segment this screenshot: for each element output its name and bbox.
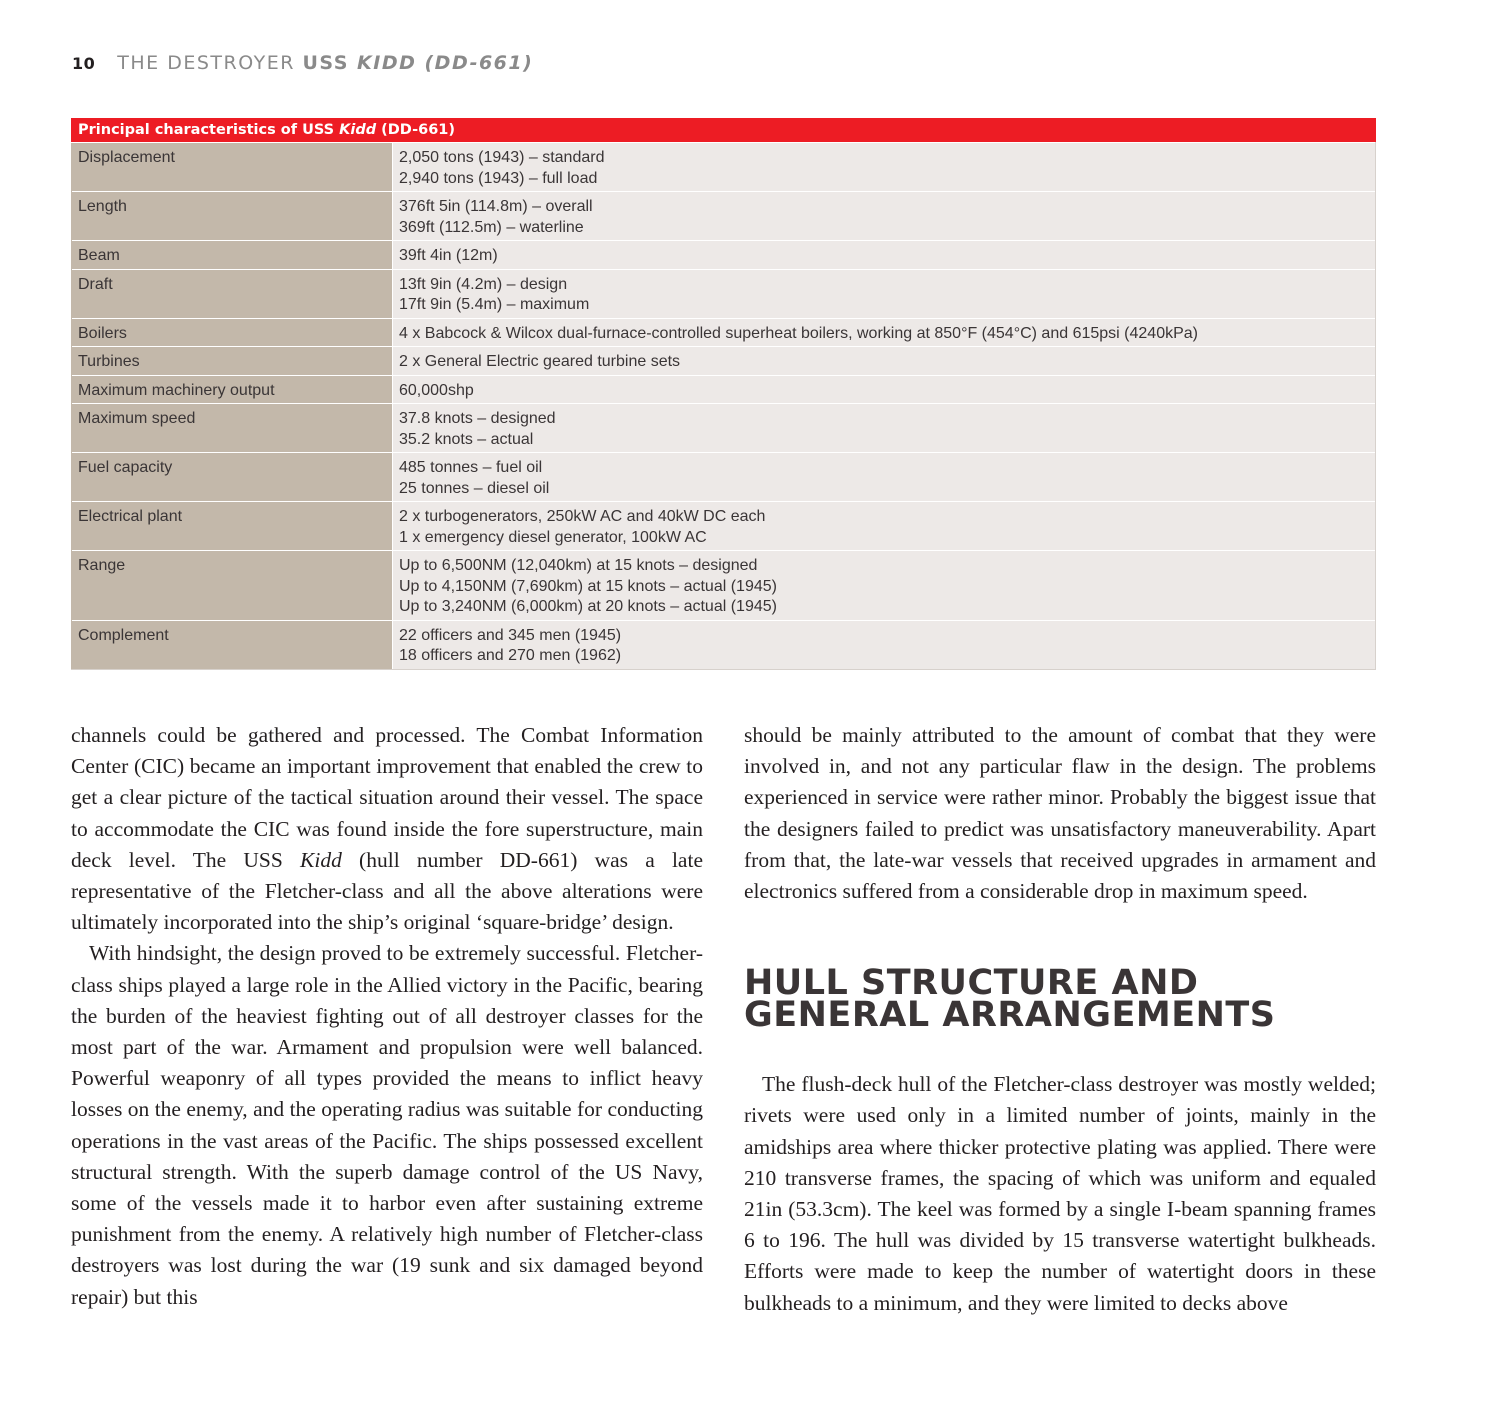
- row-label: Length: [72, 192, 393, 241]
- value-line: 60,000shp: [399, 381, 474, 399]
- paragraph-text: (hull number DD-661) was a late representative of the Fletcher-class and all the above alterations were ultimately incorporated into the ship’s original ‘square-bridge’ design.: [71, 847, 703, 935]
- row-label: Turbines: [72, 347, 393, 376]
- row-label: Fuel capacity: [72, 453, 393, 502]
- value-line: 376ft 5in (114.8m) – overall: [399, 198, 593, 215]
- body-paragraph: The flush-deck hull of the Fletcher-class destroyer was mostly welded; rivets were used only in a limited number of joints, mainly in the amidships area where thicker protective plating was applied. There were 210 transverse frames, the spacing of which was uniform and equaled 21in (53.3cm). The keel was formed by a single I-beam spanning frames 6 to 196. The hull was divided by 15 transverse watertight bulkheads. Efforts were made to keep the number of watertight doors in these bulkheads to a minimum, and they were limited to decks above: [744, 1072, 1376, 1315]
- row-label: Displacement: [72, 143, 393, 192]
- row-label: Boilers: [72, 318, 393, 347]
- characteristics-table: [71, 118, 1376, 670]
- row-label: Maximum machinery output: [72, 375, 393, 404]
- right-text-column: [744, 720, 1376, 1319]
- value-line: Up to 4,150NM (7,690km) at 15 knots – actual (1945): [399, 577, 777, 595]
- table-row: [72, 347, 1376, 376]
- row-label: Electrical plant: [72, 502, 393, 551]
- value-line: 22 officers and 345 men (1945): [399, 626, 622, 644]
- value-line: 18 officers and 270 men (1962): [399, 647, 622, 664]
- row-label: Maximum speed: [72, 404, 393, 453]
- value-line: 2,050 tons (1943) – standard: [399, 149, 605, 166]
- row-value: [393, 620, 1376, 669]
- body-paragraph: should be mainly attributed to the amount of combat that they were involved in, and not any particular flaw in the design. The problems experienced in service were rather minor. Probably the biggest issue that the designers failed to predict was unsatisfactory maneuverability. Apart from that, the late-war vessels that received upgrades in armament and electronics suffered from a considerable drop in maximum speed.: [744, 723, 1376, 904]
- row-label: Beam: [72, 241, 393, 270]
- body-paragraph: With hindsight, the design proved to be extremely successful. Fletcher-class ships played a large role in the Allied victory in the Pacific, bearing the burden of the heaviest fighting out of all destroyer classes for the most part of the war. Armament and propulsion were well balanced. Powerful weaponry of all types provided the means to inflict heavy losses on the enemy, and the operating radius was suitable for conducting operations in the vast areas of the Pacific. The ships possessed excellent structural strength. With the superb damage control of the US Navy, some of the vessels made it to harbor even after sustaining extreme punishment from the enemy. A relatively high number of Fletcher-class destroyers was lost during the war (19 sunk and six damaged beyond repair) but this: [71, 941, 703, 1309]
- row-value: [393, 192, 1376, 241]
- table-row: [72, 620, 1376, 669]
- table-caption-suffix: (DD-661): [376, 122, 456, 138]
- table-row: [72, 192, 1376, 241]
- value-line: 2,940 tons (1943) – full load: [399, 169, 598, 187]
- table-row: [72, 453, 1376, 502]
- running-head-title: THE DESTROYER: [117, 52, 303, 74]
- row-value: [393, 551, 1376, 621]
- body-paragraph: [71, 720, 703, 938]
- table-caption: [71, 118, 1376, 142]
- ship-name-italic: Kidd: [300, 847, 342, 872]
- row-label: Complement: [72, 620, 393, 669]
- left-text-column: [71, 720, 703, 1313]
- row-label: Draft: [72, 269, 393, 318]
- row-value: [393, 404, 1376, 453]
- value-line: 4 x Babcock & Wilcox dual-furnace-controlled superheat boilers, working at 850°F (454°C) and 615psi (4240kPa): [399, 324, 1198, 342]
- value-line: Up to 6,500NM (12,040km) at 15 knots – designed: [399, 557, 758, 574]
- row-label: Range: [72, 551, 393, 621]
- table-row: [72, 318, 1376, 347]
- value-line: 2 x General Electric geared turbine sets: [399, 353, 681, 370]
- row-value: [393, 241, 1376, 270]
- value-line: 485 tonnes – fuel oil: [399, 459, 543, 476]
- value-line: 13ft 9in (4.2m) – design: [399, 275, 568, 293]
- value-line: 17ft 9in (5.4m) – maximum: [399, 296, 590, 313]
- value-line: 37.8 knots – designed: [399, 410, 556, 427]
- paragraph-text: channels could be gathered and processed. The Combat Information Center (CIC) became an important improvement that enabled the crew to get a clear picture of the tactical situation around their vessel. The space to accommodate the CIC was found inside the fore superstructure, main deck level. The USS: [71, 723, 703, 872]
- table-caption-prefix: Principal characteristics of USS: [78, 122, 340, 138]
- value-line: 369ft (112.5m) – waterline: [399, 218, 584, 236]
- table-row: [72, 551, 1376, 621]
- row-value: [393, 347, 1376, 376]
- value-line: 25 tonnes – diesel oil: [399, 479, 550, 497]
- value-line: 39ft 4in (12m): [399, 247, 498, 264]
- table-row: [72, 143, 1376, 192]
- value-line: 2 x turbogenerators, 250kW AC and 40kW DC each: [399, 508, 766, 525]
- table-row: [72, 375, 1376, 404]
- row-value: [393, 318, 1376, 347]
- value-line: Up to 3,240NM (6,000km) at 20 knots – actual (1945): [399, 598, 777, 615]
- table-row: [72, 241, 1376, 270]
- running-head-title-ship: KIDD (DD-661): [357, 52, 534, 74]
- row-value: [393, 453, 1376, 502]
- row-value: [393, 375, 1376, 404]
- value-line: 1 x emergency diesel generator, 100kW AC: [399, 528, 707, 546]
- row-value: [393, 143, 1376, 192]
- section-heading: HULL STRUCTURE AND GENERAL ARRANGEMENTS: [744, 963, 1276, 1036]
- row-value: [393, 269, 1376, 318]
- table-row: [72, 269, 1376, 318]
- table-body: [72, 143, 1376, 670]
- table-caption-ship-name: Kidd: [339, 122, 377, 138]
- running-head: [72, 52, 533, 74]
- row-value: [393, 502, 1376, 551]
- table-row: [72, 502, 1376, 551]
- table-row: [72, 404, 1376, 453]
- running-head-title-bold: USS: [302, 52, 358, 74]
- value-line: 35.2 knots – actual: [399, 430, 534, 448]
- page-number: 10: [72, 54, 96, 73]
